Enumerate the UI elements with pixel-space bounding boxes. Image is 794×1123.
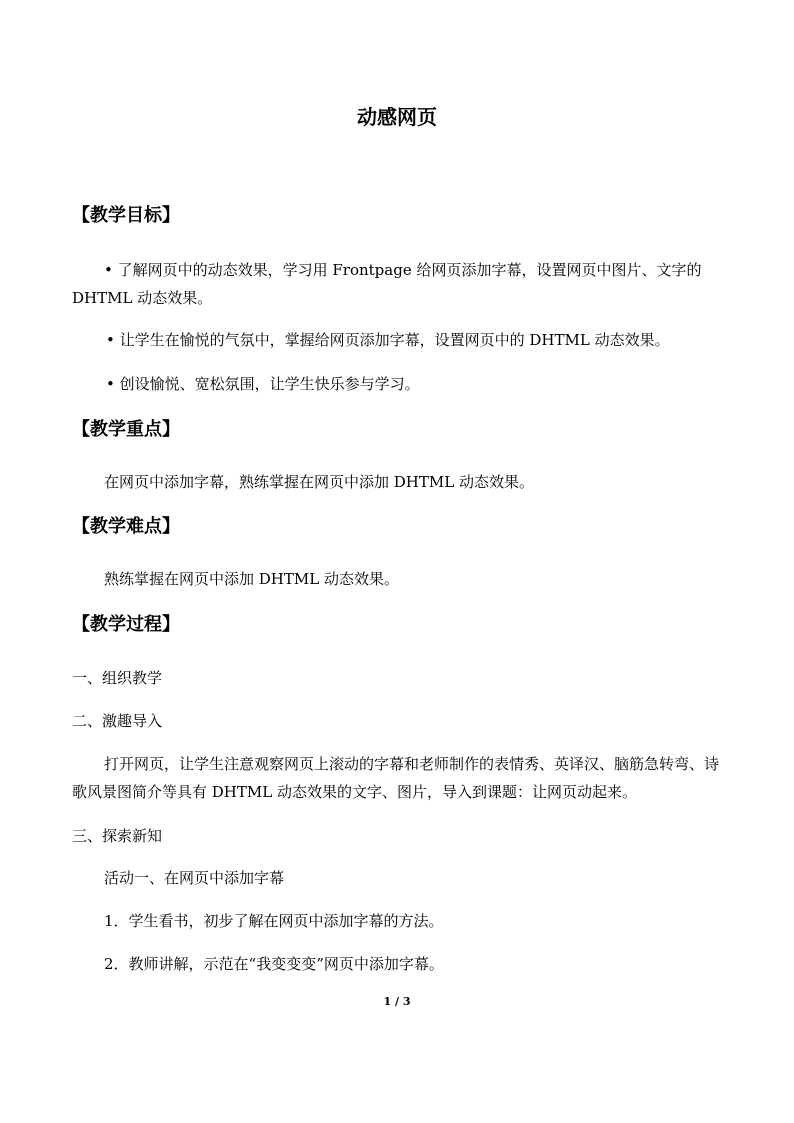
process-step-3: 三、探索新知 xyxy=(72,827,163,845)
objective-item-2: • 让学生在愉悦的气氛中，掌握给网页添加字幕，设置网页中的 DHTML 动态效果。 xyxy=(106,331,670,349)
key-points-text: 在网页中添加字幕，熟练掌握在网页中添加 DHTML 动态效果。 xyxy=(104,473,534,491)
activity-1-item-2: 2．教师讲解，示范在“我变变变”网页中添加字幕。 xyxy=(104,955,444,973)
process-step-2-text: 打开网页，让学生注意观察网页上滚动的字幕和老师制作的表情秀、英译汉、脑筋急转弯、诗歌风景图简介等具有 DHTML 动态效果的文字、图片，导入到课题：让网页动起来。 xyxy=(72,755,720,801)
process-heading: 【教学过程】 xyxy=(72,614,180,635)
key-points-heading: 【教学重点】 xyxy=(72,419,180,440)
document-title: 动感网页 xyxy=(357,105,437,129)
difficulties-text: 熟练掌握在网页中添加 DHTML 动态效果。 xyxy=(104,570,399,588)
process-step-2: 二、激趣导入 xyxy=(72,712,163,730)
objective-item-1: • 了解网页中的动态效果，学习用 Frontpage 给网页添加字幕，设置网页中图片、文字的 DHTML 动态效果。 xyxy=(72,261,702,307)
process-step-1: 一、组织教学 xyxy=(72,669,163,687)
difficulties-heading: 【教学难点】 xyxy=(72,516,180,537)
objectives-heading: 【教学目标】 xyxy=(72,205,180,226)
objective-item-3: • 创设愉悦、宽松氛围，让学生快乐参与学习。 xyxy=(106,375,420,393)
activity-1-title: 活动一、在网页中添加字幕 xyxy=(104,869,285,887)
page-number: 1 / 3 xyxy=(383,995,411,1008)
activity-1-item-1: 1．学生看书，初步了解在网页中添加字幕的方法。 xyxy=(104,912,444,930)
